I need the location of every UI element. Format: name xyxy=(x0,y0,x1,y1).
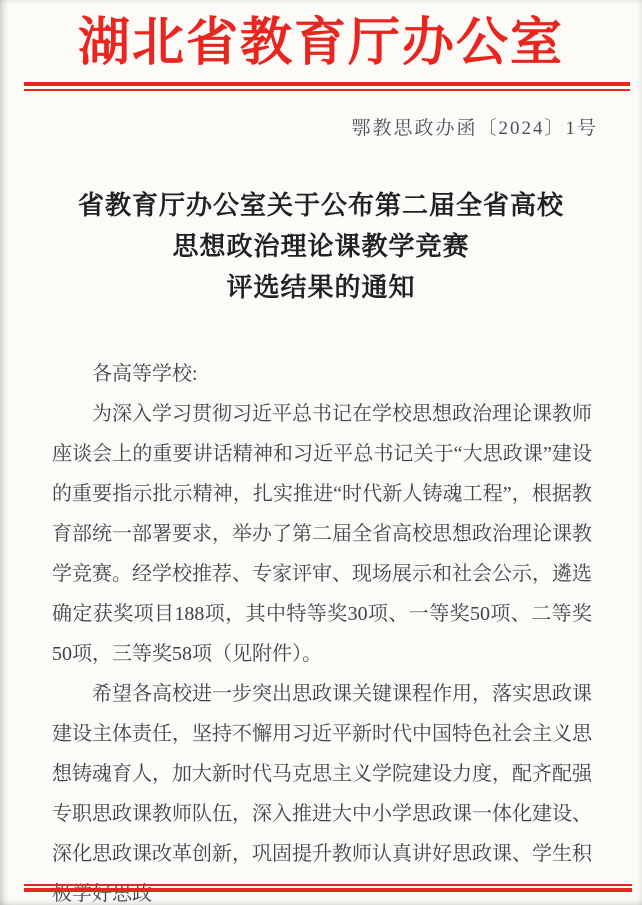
document-reference-number: 鄂教思政办函〔2024〕1号 xyxy=(351,118,598,139)
document-title xyxy=(0,185,642,308)
document-title-line-3: 评选结果的通知 xyxy=(226,273,416,302)
document-title-line-1: 省教育厅办公室关于公布第二届全省高校 xyxy=(77,191,564,220)
header-double-rule xyxy=(24,82,630,91)
paragraph-1: 为深入学习贯彻习近平总书记在学校思想政治理论课教师座谈会上的重要讲话精神和习近平总书记关于“大思政课”建设的重要指示批示精神，扎实推进“时代新人铸魂工程”，根据教育部统一部署要求，举办了第二届全省高校思想政治理论课教学竞赛。经学校推荐、专家评审、现场展示和社会公示，遴选确定获奖项目188项，其中特等奖30项、一等奖50项、二等奖50项，三等奖58项（见附件）。 xyxy=(52,403,592,665)
letterhead-agency-name: 湖北省教育厅办公室 xyxy=(77,15,564,72)
salutation: 各高等学校: xyxy=(92,363,198,385)
paragraph-2: 希望各高校进一步突出思政课关键课程作用，落实思政课建设主体责任，坚持不懈用习近平新时代中国特色社会主义思想铸魂育人，加大新时代马克思主义学院建设力度，配齐配强专职思政课教师队伍，深入推进大中小学思政课一体化建设、深化思政课改革创新，巩固提升教师认真讲好思政课、学生积极学好思政 xyxy=(52,683,592,905)
document-title-line-2: 思想政治理论课教学竞赛 xyxy=(172,232,470,261)
document-body xyxy=(52,354,592,905)
footer-double-rule xyxy=(24,884,632,892)
